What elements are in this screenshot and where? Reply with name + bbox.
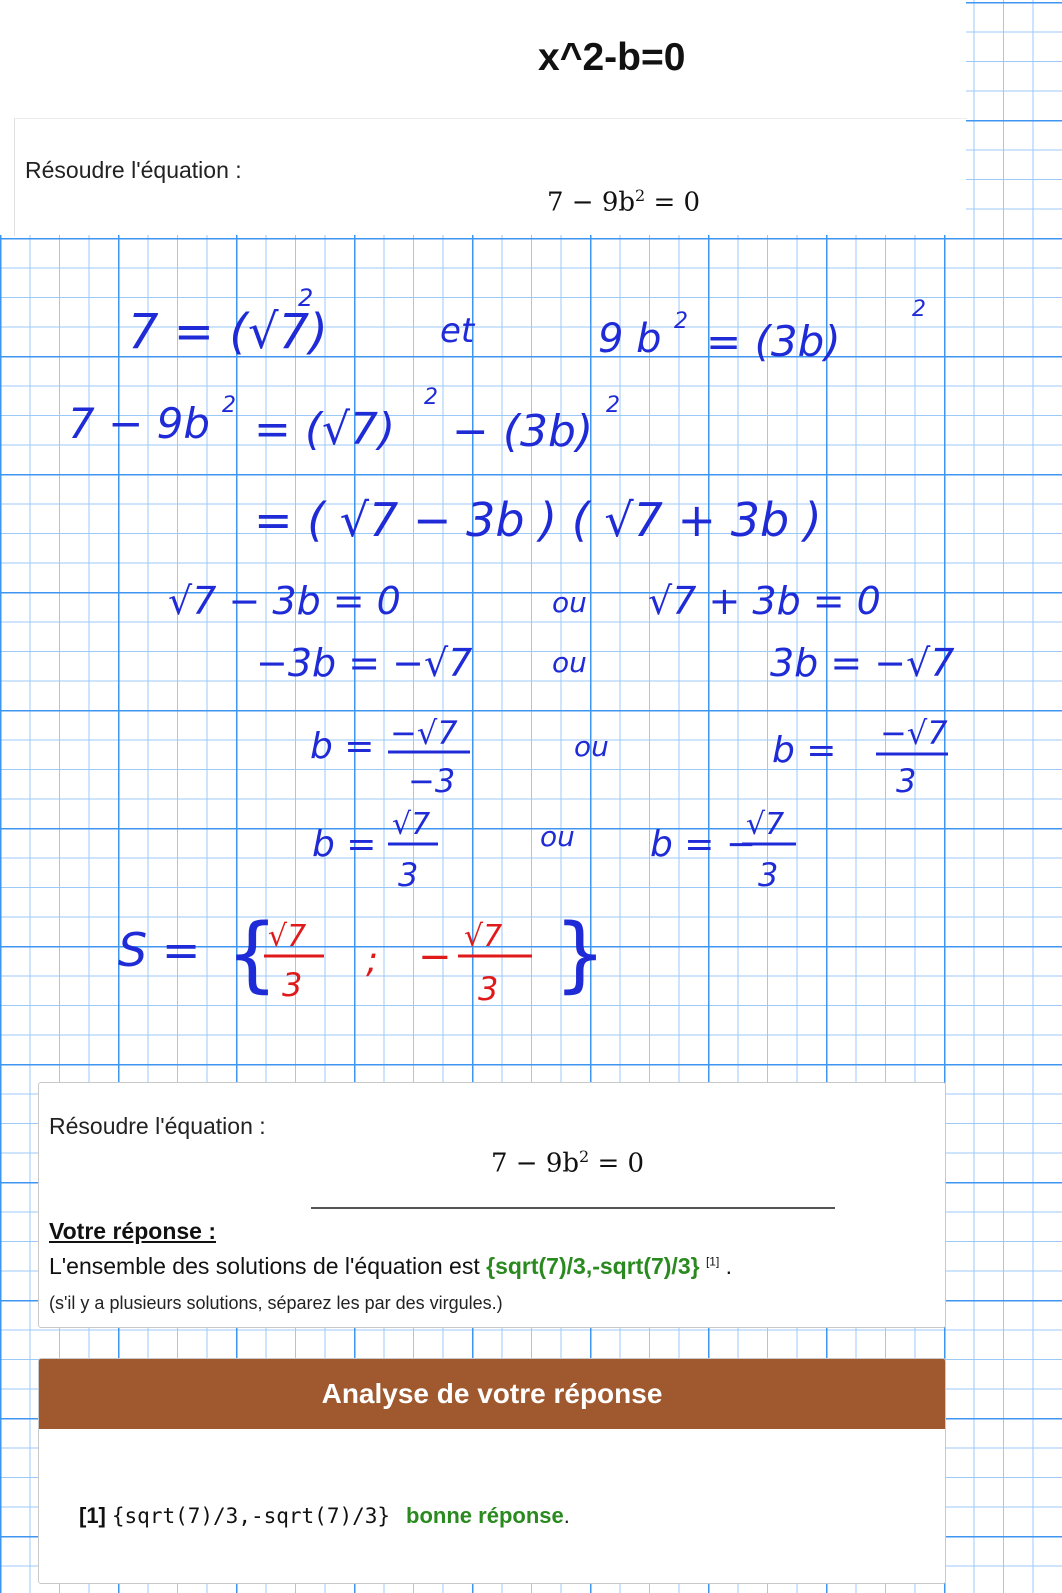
question-box xyxy=(14,118,967,236)
hw-line6-left-b: b = xyxy=(310,726,375,767)
hw-line6-or: ou xyxy=(574,730,609,763)
analysis-verdict: bonne réponse xyxy=(406,1503,564,1528)
answer-equation xyxy=(491,1147,644,1179)
hw-line5-or: ou xyxy=(552,646,587,679)
hw-line2-b: = (√7) xyxy=(254,404,396,455)
hw-line5-left: −3b = −√7 xyxy=(256,641,473,685)
analysis-box xyxy=(38,1358,946,1584)
answer-box xyxy=(38,1082,946,1328)
answer-title: Votre réponse : xyxy=(49,1218,216,1244)
hw-line1-c: = (3b) xyxy=(706,317,841,366)
analysis-header: Analyse de votre réponse xyxy=(39,1359,945,1429)
hw-line4-left: √7 − 3b = 0 xyxy=(168,579,401,623)
hw-line2-a: 7 − 9b xyxy=(68,399,210,448)
hw-line7-right-den: 3 xyxy=(758,856,779,894)
hw-line6-left-num: −√7 xyxy=(390,714,458,752)
hw-solution-close-brace: } xyxy=(554,907,607,1002)
answer-equation-right: = 0 xyxy=(589,1148,645,1179)
hw-solution-s: S = xyxy=(118,923,201,977)
question-equation xyxy=(547,186,700,218)
hw-line3: = ( √7 − 3b ) ( √7 + 3b ) xyxy=(254,493,822,547)
hw-line1-et: et xyxy=(440,311,475,351)
analysis-end: . xyxy=(563,1503,570,1528)
hw-line2-b-exp: 2 xyxy=(424,385,438,410)
answer-equation-left: 7 − 9b xyxy=(491,1148,580,1179)
hw-line7-left-b: b = xyxy=(312,824,377,865)
analysis-line xyxy=(79,1503,570,1529)
answer-value: {sqrt(7)/3,-sqrt(7)/3} xyxy=(486,1253,700,1279)
answer-line xyxy=(49,1253,732,1280)
hw-solution-minus: − xyxy=(418,934,452,980)
hw-line5-right: 3b = −√7 xyxy=(770,641,955,685)
hw-line1-b: 9 b xyxy=(598,316,662,362)
hw-line6-right-num: −√7 xyxy=(880,714,948,752)
hw-line6-right-b: b = xyxy=(772,730,837,771)
hw-solution-den1: 3 xyxy=(282,966,303,1004)
page-title: x^2-b=0 xyxy=(538,36,686,79)
hw-line7-left-num: √7 xyxy=(392,807,431,842)
answer-divider xyxy=(311,1207,835,1209)
answer-text: L'ensemble des solutions de l'équation est xyxy=(49,1253,487,1279)
hw-line4-or: ou xyxy=(552,586,587,619)
hw-line1-c-exp: 2 xyxy=(912,297,926,322)
hw-line1-a-exp: 2 xyxy=(298,284,314,312)
top-panel xyxy=(0,0,966,235)
hw-line7-or: ou xyxy=(540,820,575,853)
hw-line1-b-exp: 2 xyxy=(674,309,688,334)
analysis-ref: [1] xyxy=(79,1503,106,1528)
handwriting-canvas xyxy=(0,230,1062,1060)
hw-line2-a-exp: 2 xyxy=(222,393,236,418)
answer-prompt: Résoudre l'équation : xyxy=(49,1113,266,1139)
hw-solution-sep: ; xyxy=(366,940,379,981)
hw-line4-right: √7 + 3b = 0 xyxy=(648,579,881,623)
equation-exponent: 2 xyxy=(635,186,646,205)
analysis-code: {sqrt(7)/3,-sqrt(7)/3} xyxy=(111,1504,391,1528)
hw-solution-num1: √7 xyxy=(268,919,307,954)
hw-line2-c: − (3b) xyxy=(452,406,594,457)
hw-line7-left-den: 3 xyxy=(398,856,419,894)
answer-equation-exponent: 2 xyxy=(579,1147,590,1166)
hw-line7-right-b: b = − xyxy=(650,824,757,865)
hw-line6-right-den: 3 xyxy=(896,762,917,800)
answer-note: (s'il y a plusieurs solutions, séparez les par des virgules.) xyxy=(49,1293,503,1313)
hw-line2-c-exp: 2 xyxy=(606,393,620,418)
hw-solution-den2: 3 xyxy=(478,970,499,1008)
hw-line7-right-num: √7 xyxy=(746,807,785,842)
hw-line1-a: 7 = (√7) xyxy=(128,304,328,360)
equation-left: 7 − 9b xyxy=(547,187,636,218)
hw-line6-left-den: −3 xyxy=(408,762,456,800)
handwritten-work xyxy=(0,230,1062,1060)
answer-end: . xyxy=(719,1253,733,1279)
hw-solution-num2: √7 xyxy=(464,919,503,954)
equation-right: = 0 xyxy=(645,187,701,218)
question-prompt: Résoudre l'équation : xyxy=(25,157,242,183)
hw-solution-open-brace: { xyxy=(226,907,279,1002)
answer-ref[interactable]: [1] xyxy=(705,1254,720,1269)
